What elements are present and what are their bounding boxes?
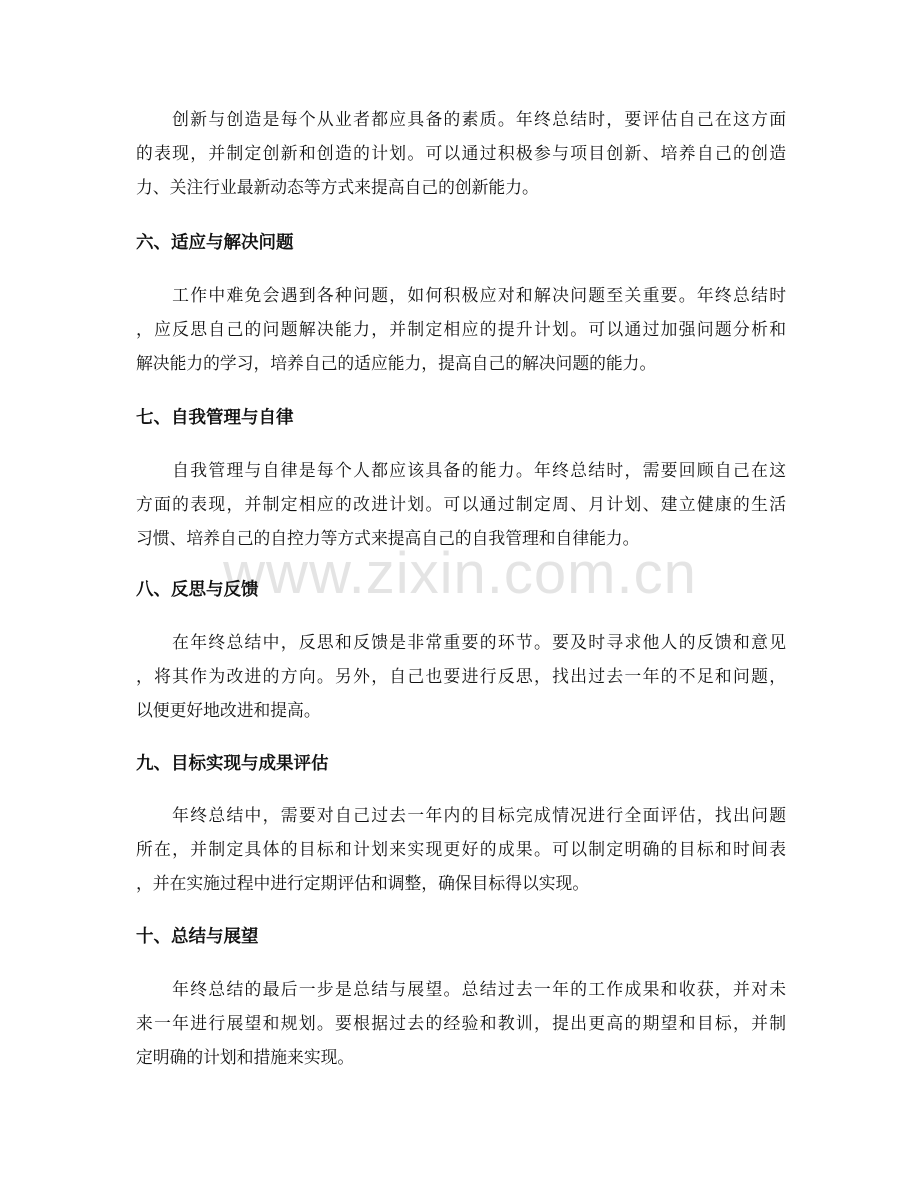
section-paragraph [136, 278, 786, 380]
paragraph-line: 年终总结中，需要对自己过去一年内的目标完成情况进行全面评估，找出问题 [136, 805, 786, 825]
paragraph-line: 年终总结的最后一步是总结与展望。总结过去一年的工作成果和收获，并对未 [136, 979, 786, 999]
section-heading: 八、反思与反馈 [136, 580, 259, 600]
section-paragraph [136, 798, 786, 900]
paragraph-line: ，应反思自己的问题解决能力，并制定相应的提升计划。可以通过加强问题分析和 [136, 319, 786, 339]
paragraph-line: 以便更好地改进和提高。 [136, 700, 321, 720]
paragraph-line: 力、关注行业最新动态等方式来提高自己的创新能力。 [136, 177, 539, 197]
paragraph-line: 方面的表现，并制定相应的改进计划。可以通过制定周、月计划、建立健康的生活 [136, 494, 786, 514]
section-paragraph [136, 453, 786, 555]
paragraph-line: ，将其作为改进的方向。另外，自己也要进行反思，找出过去一年的不足和问题， [136, 666, 786, 686]
section-heading: 十、总结与展望 [136, 927, 259, 947]
paragraph-line: 的表现，并制定创新和创造的计划。可以通过积极参与项目创新、培养自己的创造 [136, 143, 786, 163]
paragraph-line: 来一年进行展望和规划。要根据过去的经验和教训，提出更高的期望和目标，并制 [136, 1013, 786, 1033]
paragraph-line: 习惯、培养自己的自控力等方式来提高自己的自我管理和自律能力。 [136, 528, 640, 548]
paragraph-line: 创新与创造是每个从业者都应具备的素质。年终总结时，要评估自己在这方面 [136, 109, 786, 129]
paragraph-line: 工作中难免会遇到各种问题，如何积极应对和解决问题至关重要。年终总结时 [136, 285, 786, 305]
intro-paragraph [136, 102, 786, 204]
paragraph-line: 所在，并制定具体的目标和计划来实现更好的成果。可以制定明确的目标和时间表 [136, 839, 786, 859]
section-heading: 七、自我管理与自律 [136, 408, 294, 428]
paragraph-line: 自我管理与自律是每个人都应该具备的能力。年终总结时，需要回顾自己在这 [136, 460, 786, 480]
section-heading: 六、适应与解决问题 [136, 233, 294, 253]
section-heading: 九、目标实现与成果评估 [136, 754, 329, 774]
section-paragraph [136, 625, 786, 727]
paragraph-line: ，并在实施过程中进行定期评估和调整，确保目标得以实现。 [136, 873, 590, 893]
watermark: www.zixin.com.cn [223, 541, 697, 606]
paragraph-line: 定明确的计划和措施来实现。 [136, 1047, 355, 1067]
paragraph-line: 解决能力的学习，培养自己的适应能力，提高自己的解决问题的能力。 [136, 353, 657, 373]
paragraph-line: 在年终总结中，反思和反馈是非常重要的环节。要及时寻求他人的反馈和意见 [136, 632, 786, 652]
section-paragraph [136, 972, 786, 1074]
